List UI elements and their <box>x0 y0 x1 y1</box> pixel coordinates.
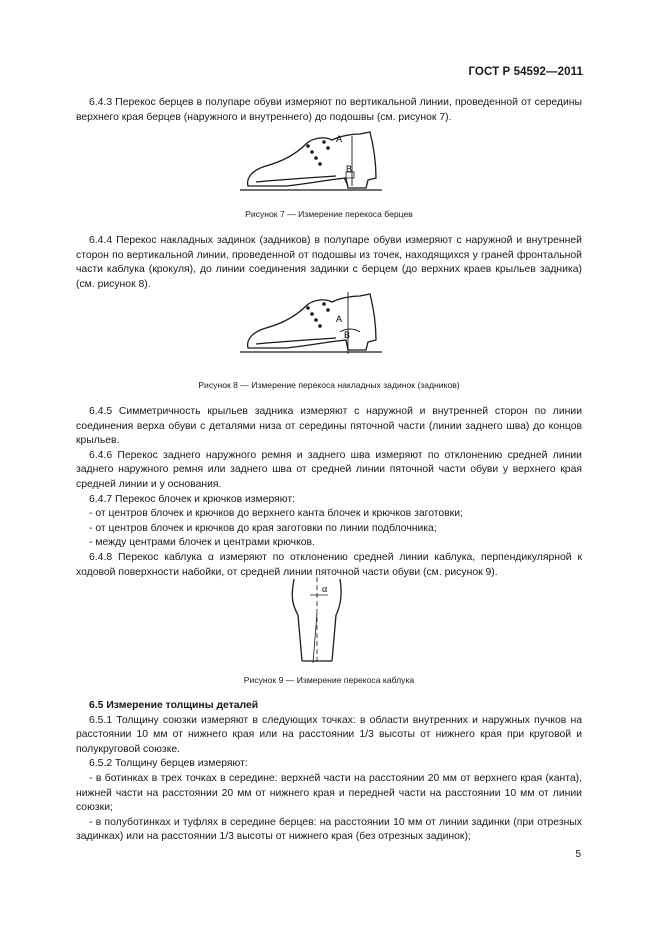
label-b: В <box>346 164 353 174</box>
figure-9-heel-drawing <box>272 577 368 663</box>
standard-header: ГОСТ Р 54592—2011 <box>468 66 583 78</box>
label-alpha: α <box>322 584 328 595</box>
list-item: - между центрами блочек и центрами крючков. <box>89 537 315 549</box>
label-b: В <box>344 330 351 340</box>
figure-8-boot-drawing <box>236 292 386 362</box>
paragraph-text: 6.4.3 Перекос берцев в полупаре обуви измеряют по вертикальной линии, проведенной от середины верхнего края берцев (наружного и внутреннего) до подошвы (см. рисунок 7). <box>76 97 582 123</box>
paragraph-6-5-2: 6.5.2 Толщину берцев измеряют: <box>89 758 248 770</box>
figure-7-boot-drawing <box>236 128 386 196</box>
list-item: - в полуботинках и туфлях в середине берцев: на расстоянии 10 мм от линии задинки (при отрезных задинках) или на расстоянии 1/3 высоты от нижнего края (без отрезных задинок); <box>76 816 582 843</box>
section-heading: 6.5 Измерение толщины деталей <box>89 700 259 711</box>
paragraph-6-4-8: 6.4.8 Перекос каблука α измеряют по отклонению средней линии каблука, перпендикулярной к ходовой поверхности набойки, от средней линии пяточной части обуви (см. рисунок 9). <box>76 551 582 578</box>
paragraph-6-4-3 <box>76 96 582 125</box>
list-item: - в ботинках в трех точках в середине: верхней части на расстоянии 20 мм от верхнего края (канта), нижней части на расстоянии 20 мм от нижнего края и передней части на расстоянии 10 мм от линии союзки; <box>76 772 582 814</box>
page-number: 5 <box>575 849 581 860</box>
paragraph-6-5-1: 6.5.1 Толщину союзки измеряют в следующих точках: в области внутренних и наружных пучков на расстоянии 10 мм от нижнего края или на расстоянии 1/3 высоты от нижнего края при круговой и полукруговой союзке. <box>76 714 582 755</box>
figure-7-caption: Рисунок 7 — Измерение перекоса берцев <box>245 209 413 219</box>
label-a: А <box>336 314 343 324</box>
figure-9-caption: Рисунок 9 — Измерение перекоса каблука <box>243 675 415 685</box>
label-a: А <box>336 134 343 144</box>
figure-8-caption: Рисунок 8 — Измерение перекоса накладных задинок (задников) <box>198 380 460 390</box>
paragraphs-6-4-5-to-6-4-8 <box>76 405 582 580</box>
paragraph-text: 6.4.4 Перекос накладных задинок (задников) в полупаре обуви измеряют с наружной и внутренней сторон по вертикальной линии, проведенной от подошвы из точек, находящихся у граней фронтальной части каблука (крокуля), до линии соединения задинки с берцем (до верхних краев крыльев задника) (см. рисунок 8). <box>76 235 582 290</box>
paragraph-6-4-6: 6.4.6 Перекос заднего наружного ремня и заднего шва измеряют по отклонению средней линии заднего наружного ремня или заднего шва от средней линии пяточной части обуви у верхнего края средней линии и у основания. <box>76 449 582 490</box>
paragraph-6-4-5: 6.4.5 Симметричность крыльев задника измеряют с наружной и внутренней сторон по линии соединения верха обуви с деталями низа от середины пяточной части (линии заднего шва) до концов крыльев. <box>76 406 582 447</box>
list-item: - от центров блочек и крючков до верхнего канта блочек и крючков заготовки; <box>89 508 463 520</box>
paragraph-6-4-4 <box>76 234 582 292</box>
list-item: - от центров блочек и крючков до края заготовки по линии подблочника; <box>89 522 437 534</box>
paragraph-6-4-7: 6.4.7 Перекос блочек и крючков измеряют: <box>89 493 295 505</box>
section-6-5 <box>76 699 582 845</box>
